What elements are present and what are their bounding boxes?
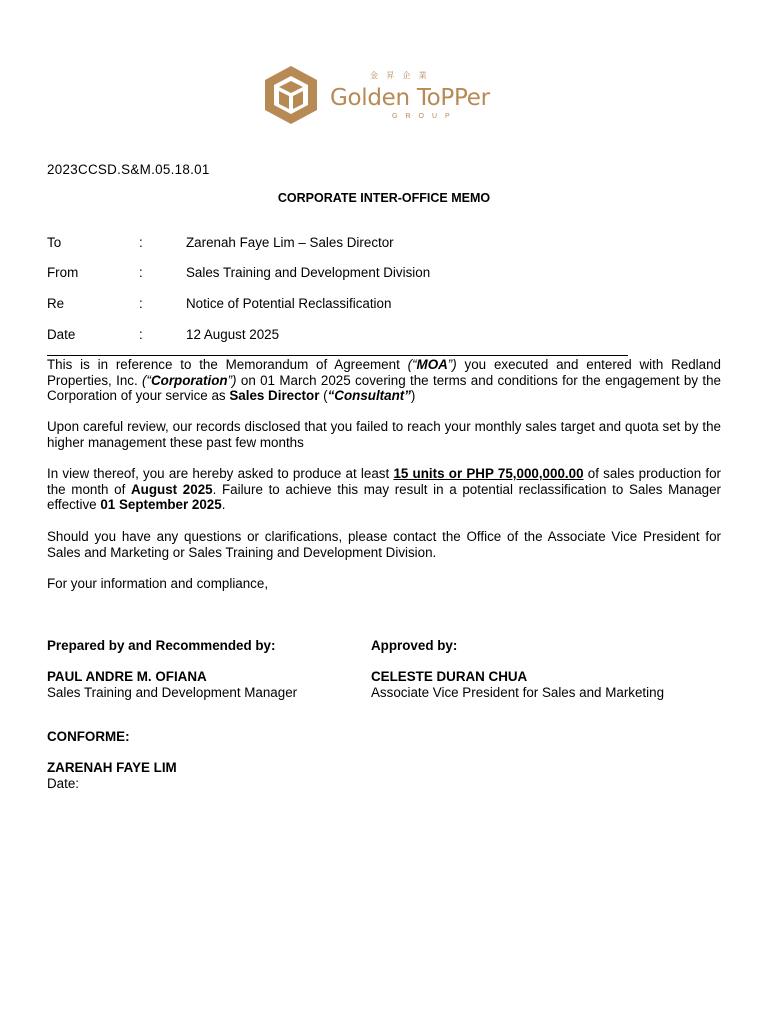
text: ( <box>319 388 328 404</box>
target-month: August 2025 <box>131 481 213 497</box>
paragraph-closing: For your information and compliance, <box>47 576 269 591</box>
consultant-term: “Consultant” <box>327 388 411 404</box>
prepared-title: Sales Training and Development Manager <box>47 684 298 700</box>
header-label: Date <box>47 327 76 342</box>
header-colon: : <box>139 296 143 311</box>
approved-name: CELESTE DURAN CHUA <box>371 669 528 685</box>
header-divider <box>47 355 628 356</box>
header-value: Sales Training and Development Division <box>186 265 431 280</box>
paragraph-contact: Should you have any questions or clarifications, please contact the Office of the Associate Vice President for Sales and Marketing or Sales Training and Development Division. <box>47 529 721 560</box>
approved-by-block <box>371 638 664 700</box>
text: (“ <box>407 357 417 372</box>
header-colon: : <box>139 235 143 250</box>
header-label: To <box>47 235 62 250</box>
effective-date: 01 September 2025 <box>100 497 222 513</box>
header-row-date <box>47 327 647 345</box>
header-row-to <box>47 235 647 253</box>
conforme-block <box>47 729 177 791</box>
header-colon: : <box>139 265 143 280</box>
text: ) <box>410 388 416 404</box>
prepared-name: PAUL ANDRE M. OFIANA <box>47 669 207 685</box>
header-row-from <box>47 265 647 283</box>
text: This is in reference to the Memorandum of Agreement <box>47 357 408 372</box>
moa-term: MOA <box>416 357 448 372</box>
text: In view thereof, you are hereby asked to produce at least <box>47 466 394 481</box>
golden-topper-emblem-icon <box>262 64 320 126</box>
conforme-heading: CONFORME: <box>47 729 130 744</box>
header-value: Notice of Potential Reclassification <box>186 296 392 311</box>
prepared-heading: Prepared by and Recommended by: <box>47 638 276 653</box>
corporation-term: Corporation <box>150 372 228 388</box>
text: . Failure to achieve this may result in a potential reclassification to Sales Manager effective <box>47 481 721 513</box>
header-value: 12 August 2025 <box>186 327 280 342</box>
approved-heading: Approved by: <box>371 638 458 653</box>
text: ”) <box>227 372 237 388</box>
header-label: Re <box>47 296 65 311</box>
text: ”) <box>447 357 457 372</box>
header-value: Zarenah Faye Lim – Sales Director <box>186 235 394 250</box>
text: on 01 March 2025 covering the terms and conditions for the engagement by the Corporation of your service as <box>47 372 721 404</box>
memo-title: CORPORATE INTER-OFFICE MEMO <box>277 191 491 205</box>
company-logo <box>262 64 502 126</box>
text: you executed and entered with Redland Properties, Inc. <box>47 357 721 388</box>
logo-chinese-name: 金 昇 企 業 <box>370 71 430 80</box>
logo-group-label: GROUP <box>392 113 458 120</box>
logo-brand-name: Golden ToPPer <box>330 85 490 111</box>
conforme-date-label: Date: <box>47 775 80 791</box>
text: (“ <box>142 372 151 388</box>
header-colon: : <box>139 327 143 342</box>
paragraph-target <box>47 466 721 513</box>
sales-target: 15 units or PHP 75,000,000.00 <box>393 466 584 481</box>
paragraph-reference <box>47 357 721 404</box>
approved-title: Associate Vice President for Sales and Marketing <box>371 684 665 700</box>
header-label: From <box>47 265 79 280</box>
header-row-re <box>47 296 647 314</box>
position-title: Sales Director <box>229 388 320 404</box>
text: . <box>221 497 226 513</box>
prepared-by-block <box>47 638 297 700</box>
paragraph-review: Upon careful review, our records disclosed that you failed to reach your monthly sales target and quota set by the higher management these past few months <box>47 419 721 450</box>
conforme-name: ZARENAH FAYE LIM <box>47 760 177 776</box>
memo-reference-number: 2023CCSD.S&M.05.18.01 <box>47 162 210 177</box>
text: of sales production for the month of <box>47 466 722 497</box>
